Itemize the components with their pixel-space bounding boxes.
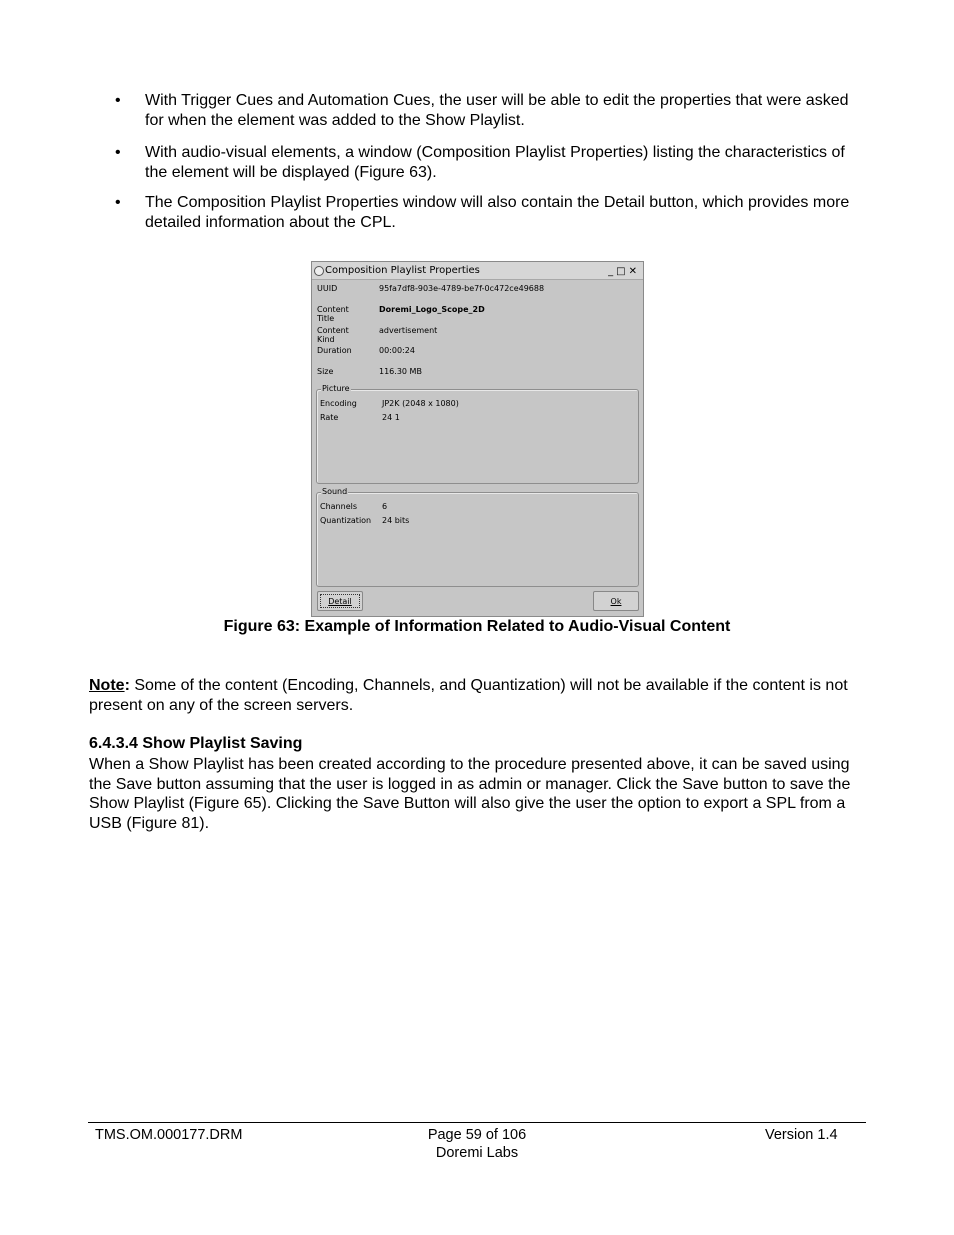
bullet-text: With audio-visual elements, a window (Composition Playlist Properties) listing the characteristics of the element will be displayed (Figure 63).: [145, 144, 845, 181]
field-value: 95fa7df8-903e-4789-be7f-0c472ce49688: [379, 284, 545, 293]
picture-group: [316, 384, 639, 484]
bullet-text: With Trigger Cues and Automation Cues, the user will be able to edit the properties that were asked for when the element was added to the Show Playlist.: [145, 92, 849, 129]
field-value: JP2K (2048 x 1080): [382, 399, 459, 408]
window-controls[interactable]: _□✕: [608, 266, 640, 277]
section-heading: 6.4.3.4 Show Playlist Saving: [89, 735, 303, 752]
field-label: Duration: [317, 346, 352, 355]
note-label: Note: [89, 677, 125, 694]
sound-group: [316, 487, 639, 587]
field-value: 6: [382, 502, 388, 511]
footer-divider: [88, 1122, 866, 1123]
picture-group-label: Picture: [322, 384, 350, 393]
bullet-dot: •: [115, 92, 121, 109]
field-value: Doremi_Logo_Scope_2D: [379, 305, 485, 314]
field-label: UUID: [317, 284, 338, 293]
bullet-dot: •: [115, 194, 121, 211]
figure-caption: Figure 63: Example of Information Related to Audio-Visual Content: [223, 618, 731, 635]
note-colon: :: [124, 677, 130, 694]
bullet-item: [115, 143, 865, 182]
detail-button-label: Detail: [328, 597, 352, 606]
note-text: Some of the content (Encoding, Channels, and Quantization) will not be available if the content is not present on any of the screen servers.: [89, 677, 848, 714]
field-value: 24 1: [382, 413, 400, 422]
dialog-title-bar: [312, 262, 643, 280]
cpl-properties-dialog: [311, 261, 644, 617]
field-value: advertisement: [379, 326, 438, 335]
field-value: 00:00:24: [379, 346, 415, 355]
field-label: Content Kind: [317, 326, 349, 344]
field-label: Channels: [320, 502, 358, 511]
bullet-item: [115, 193, 865, 232]
field-value: 24 bits: [382, 516, 410, 525]
field-label: Rate: [320, 413, 339, 422]
field-value: 116.30 MB: [379, 367, 422, 376]
bullet-dot: •: [115, 144, 121, 161]
section-body: When a Show Playlist has been created according to the procedure presented above, it can be saved using the Save button assuming that the user is logged in as admin or manager. Click the Save button to save the Show Playlist (Figure 65). Clicking the Save Button will also give the user the option to export a SPL from a USB (Figure 81).: [89, 756, 851, 832]
app-icon: [314, 266, 324, 276]
footer-version: Version 1.4: [765, 1127, 838, 1143]
field-label: Encoding: [320, 399, 357, 408]
field-label: Size: [317, 367, 334, 376]
footer-page: Page 59 of 106: [427, 1127, 527, 1143]
note-paragraph: [89, 676, 864, 715]
detail-button[interactable]: [317, 591, 363, 611]
ok-button[interactable]: [593, 591, 639, 611]
footer-company: Doremi Labs: [435, 1145, 519, 1161]
field-label: Content Title: [317, 305, 349, 323]
sound-group-label: Sound: [322, 487, 348, 496]
bullet-item: [115, 91, 865, 130]
bullet-text: The Composition Playlist Properties window will also contain the Detail button, which provides more detailed information about the CPL.: [145, 194, 850, 231]
field-label: Quantization: [320, 516, 372, 525]
ok-button-label: Ok: [610, 597, 622, 606]
dialog-title: Composition Playlist Properties: [325, 265, 480, 276]
footer-doc-id: TMS.OM.000177.DRM: [95, 1127, 243, 1143]
